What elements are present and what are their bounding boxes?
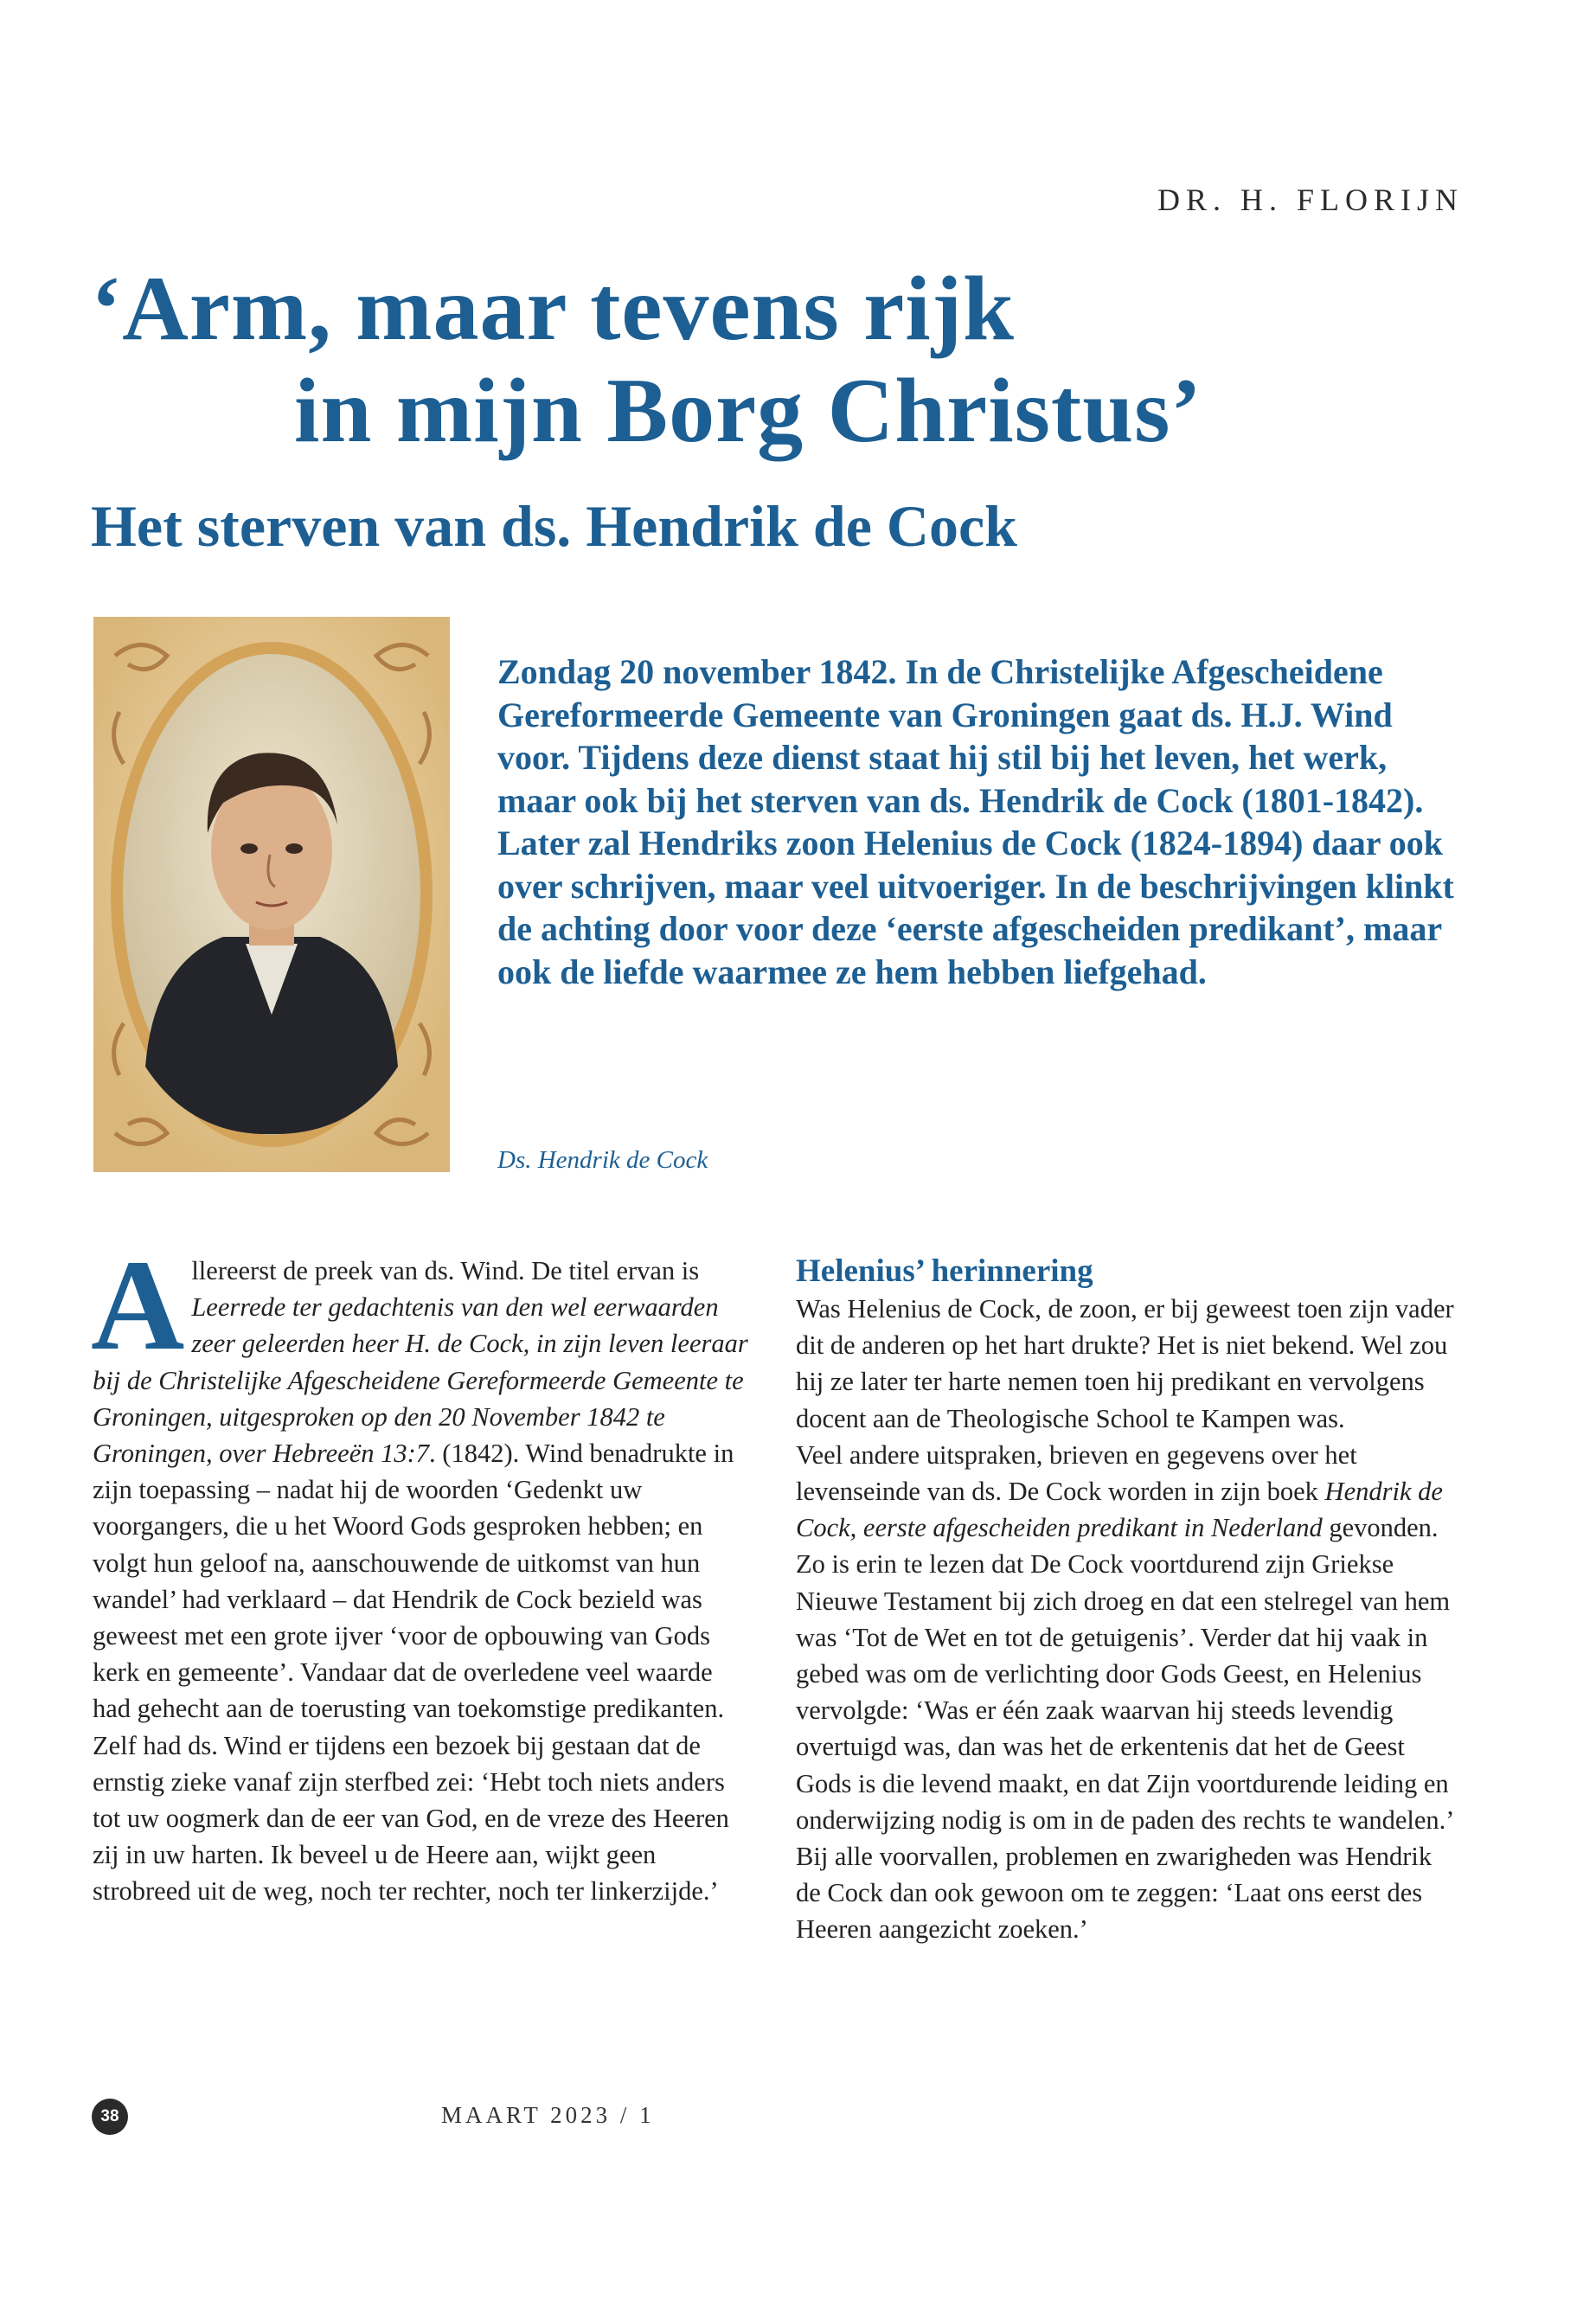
body-text: gevonden. Zo is erin te lezen dat De Cock voortdurend zijn Griekse Nieuwe Testament bij zich droeg en dat een stelregel van hem was ‘Tot de Wet en tot de getuigenis’. Verder dat hij vaak in gebed was om de verlichting door Gods Geest, en Helenius vervolgde: ‘Was er één zaak waarvan hij steeds levendig overtuigd was, dan was het de erkentenis dat het de Geest Gods is die levend maakt, en dat Zijn voortdurende leiding en onderwijzing nodig is om in de paden des rechts te wandelen.’ Bij alle voorvallen, problemen en zwarigheden was Hendrik de Cock dan ook gewoon om te zeggen: ‘Laat ons eerst des Heeren aangezicht zoeken.’ xyxy=(796,1513,1453,1945)
right-column xyxy=(796,1253,1458,1948)
article-subtitle: Het sterven van ds. Hendrik de Cock xyxy=(91,493,1017,559)
body-text: llereerst de preek van ds. Wind. De titel ervan is xyxy=(191,1256,700,1285)
intro-paragraph: Zondag 20 november 1842. In de Christelijke Afgescheidene Gereformeerde Gemeente van Groningen gaat ds. H.J. Wind voor. Tijdens deze dienst staat hij stil bij het leven, het werk, maar ook bij het sterven van ds. Hendrik de Cock (1801-1842). Later zal Hendriks zoon Helenius de Cock (1824-1894) daar ook over schrijven, maar veel uitvoeriger. In de beschrijvingen klinkt de achting door voor deze ‘eerste afgescheiden predikant’, maar ook de liefde waarmee ze hem hebben liefgehad. xyxy=(497,652,1454,991)
left-column xyxy=(91,1234,754,1910)
body-paragraph xyxy=(91,1234,754,1910)
portrait-caption: Ds. Hendrik de Cock xyxy=(497,1146,708,1174)
portrait-image xyxy=(93,617,450,1172)
title-line-1: ‘Arm, maar tevens rijk xyxy=(91,258,1015,359)
page-number-badge: 38 xyxy=(92,2099,128,2135)
body-text: Veel andere uitspraken, brieven en gegevens over het levenseinde van ds. De Cock worden in zijn boek xyxy=(796,1439,1357,1507)
body-paragraph: Was Helenius de Cock, de zoon, er bij geweest toen zijn vader dit de anderen op het hart drukte? Het is niet bekend. Wel zou hij ze later ter harte nemen toen hij predikant en vervolgens docent aan de Theologische School te Kampen was. xyxy=(796,1294,1454,1433)
book-title: Hendrik de Cock, eerste afgescheiden predikant in Nederland xyxy=(796,1477,1443,1543)
sermon-title: Leerrede ter gedachtenis van den wel eerwaarden zeer geleerden heer H. de Cock, in zijn leven leeraar bij de Christelijke Afgescheidene Gereformeerde Gemeente te Groningen, uitgesproken op den 20 November 1842 te Groningen, over Hebreeën 13:7 xyxy=(93,1292,748,1469)
section-heading: Helenius’ herinnering xyxy=(796,1253,1093,1289)
author-byline: DR. H. FLORIJN xyxy=(1157,183,1464,217)
body-text: . (1842). Wind benadrukte in zijn toepassing – nadat hij de woorden ‘Gedenkt uw voorgangers, die u het Woord Gods gesproken hebben; en volgt hun geloof na, aanschouwende de uitkomst van hun wandel’ had verklaard – dat Hendrik de Cock bezield was geweest met een grote ijver ‘voor de opbouwing van Gods kerk en gemeente’. Vandaar dat de overledene veel waarde had gehecht aan de toerusting van toekomstige predikanten. Zelf had ds. Wind er tijdens een bezoek bij gestaan dat de ernstig zieke vanaf zijn sterfbed zei: ‘Hebt toch niets anders tot uw oogmerk dan de eer van God, en de vreze des Heeren zij in uw harten. Ik beveel u de Heere aan, wijkt geen strobreed uit de weg, noch ter rechter, noch ter linkerzijde.’ xyxy=(93,1439,734,1907)
portrait-illustration xyxy=(93,617,450,1172)
issue-label: MAART 2023 / 1 xyxy=(441,2102,655,2128)
article-title xyxy=(91,258,1202,462)
drop-cap: A xyxy=(91,1234,185,1377)
body-paragraph xyxy=(796,1437,1458,1948)
title-line-2: in mijn Borg Christus’ xyxy=(294,360,1202,461)
